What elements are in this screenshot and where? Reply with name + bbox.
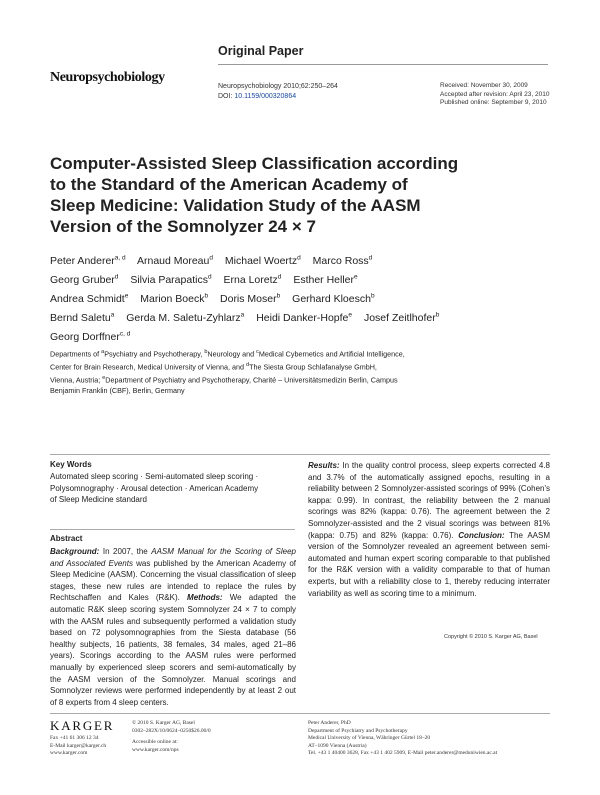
author: Gerda M. Saletu-Zyhlarz$^a$ [126,311,245,324]
conclusion-text: The AASM version of the Somnolyzer revealed an agreement between semi-automated and human expert scoring comparable to that published for the R&K version with a validity comparable to that of human experts, but with a reliability close to 1, thereby reducing interrater variability as well as scoring time to a minimum. [308,530,550,598]
abstract-heading: Abstract [50,534,83,543]
title-line: Version of the Somnolyzer 24 × 7 [50,217,316,236]
citation: Neuropsychobiology 2010;62:250–264 [218,83,338,90]
author: Josef Zeitlhofer$^b$ [363,311,440,324]
publisher-website[interactable]: www.karger.com [50,750,88,756]
title-line: to the Standard of the American Academy of [50,175,408,194]
author-row [50,307,550,326]
author: Georg Gruber$^d$ [50,273,119,286]
author: Arnaud Moreau$^d$ [136,254,213,267]
publication-info: © 2010 S. Karger AG, Basel 0302–282X/10/0624–0250$26.00/0 Accessible online at: www.karger.com/nps [132,720,211,753]
affiliations: Departments of $^a$Psychiatry and Psychotherapy, $^b$Neurology and $^c$Medical Cybernetics and Artificial Intelligence, Center for Brain Research, Medical University of Vienna, and $^d$The Siesta Group Schlafanalyse GmbH, Vienna, Austria; $^e$Department of Psychiatry and Psychotherapy, Charité – Universitätsmedizin Berlin, Campus Benjamin Franklin (CBF), Berlin, Germany [50,349,405,395]
author: Bernd Saletu$^a$ [50,311,115,324]
conclusion-label: Conclusion: [458,530,505,540]
author: Michael Woertz$^d$ [224,254,301,267]
publisher-logo: KARGER [50,718,115,733]
title-line: Computer-Assisted Sleep Classification according [50,154,459,173]
author-row [50,326,550,345]
copyright: Copyright © 2010 S. Karger AG, Basel [444,634,538,640]
author-row [50,288,550,307]
methods-text: We adapted the automatic R&K sleep scoring system Somnolyzer 24 × 7 to comply with the AASM rules and subsequently performed a validation study based on 72 polysomnographies from the Siesta database (56 healthy subjects, 16 patients, 38 females, 34 males, aged 21–86 years). Scorings according to the AASM rules were performed manually by experienced sleep scorers and semi-automatically by the AASM version of the Somnolyzer. Manual scorings and Somnolyzer reviews were performed independently by at least 2 out of 8 experts from 4 sleep centers. [50,593,297,707]
author: Marion Boeck$^b$ [140,292,209,305]
doi-link[interactable]: 10.1159/000320864 [234,92,297,100]
author: Heidi Danker-Hopfe$^e$ [256,311,353,324]
author-row [50,250,550,269]
header-divider [218,64,548,65]
publisher-contact: Fax +41 61 306 12 34 E-Mail karger@karger.ch www.karger.com [50,735,107,756]
author: Silvia Parapatics$^d$ [130,273,212,286]
footer-divider [50,713,550,714]
journal-name: Neuropsychobiology [50,70,165,85]
methods-label: Methods: [187,593,223,603]
author: Gerhard Kloesch$^b$ [292,292,375,305]
author-row [50,269,550,288]
title-line: Sleep Medicine: Validation Study of the AASM [50,196,421,215]
keywords-text: Automated sleep scoring · Semi-automated sleep scoring · Polysomnography · Arousal detection · American Academy of Sleep Medicine standard [50,472,259,504]
accepted-date: Accepted after revision: April 23, 2010 [440,90,550,98]
doi-prefix: DOI: [218,92,235,100]
section-divider [50,454,550,455]
article-title [50,153,520,237]
author-list [50,250,550,345]
dates-block [440,82,549,108]
results-text: In the quality control process, sleep experts corrected 4.8 and 3.7% of the automatically assigned epochs, resulting in a reliability between 2 Somnolyzer-assisted scorings of 99% (Cohen's kappa: 0.99). In contrast, the reliability between the 2 manual scorings was 82% (kappa: 0.76). The agreement between the 2 Somnolyzer-assisted and the 2 visual scorings was between 81% (kappa: 0.75) and 82% (kappa: 0.76). [308,461,550,540]
correspondence: Peter Anderer, PhD Department of Psychiatry and Psychotherapy Medical University of Vienna, Währinger Gürtel 18–20 AT–1090 Vienna (Austria) Tel. +43 1 40400 3628, Fax +43 1 402 5909, E-Mail peter.anderer@meduniwien.ac.at [308,720,498,756]
author: Erna Loretz$^d$ [223,273,282,286]
author: Esther Heller$^e$ [293,273,358,286]
citation-block [218,82,338,101]
paper-type: Original Paper [218,44,304,58]
author: Peter Anderer$^{a, d}$ [50,254,126,267]
received-date: Received: November 30, 2009 [440,82,528,89]
results-label: Results: [308,461,340,470]
abstract-column-left: Background: In 2007, the AASM Manual for the Scoring of Sleep and Associated Events was published by the American Academy of Sleep Medicine (AASM). Concerning the visual classification of sleep stages, these new rules are intended to replace the rules by Rechtschaffen and Kales (R&K). Methods: We adapted the automatic R&K sleep scoring system Somnolyzer 24 × 7 to comply with the AASM rules and subsequently performed a validation study based on 72 polysomnographies from the Siesta database (56 healthy subjects, 16 patients, 38 females, 34 males, aged 21–86 years). Scorings according to the AASM rules were performed manually by experienced sleep scorers and semi-automatically by the AASM version of the Somnolyzer. Manual scorings and Somnolyzer reviews were performed independently by at least 2 out of 8 experts from 4 sleep centers. [50,547,297,707]
author: Georg Dorffner$^{c, d}$ [50,330,131,343]
journal-website[interactable]: www.karger.com/nps [132,746,179,753]
author: Doris Moser$^b$ [220,292,281,305]
publisher-email[interactable]: E-Mail karger@karger.ch [50,742,107,749]
keywords-heading: Key Words [50,460,92,469]
published-date: Published online: September 9, 2010 [440,99,547,106]
abstract-column-right [308,460,550,599]
abstract-divider [50,529,295,530]
background-label: Background: [50,547,100,556]
author: Andrea Schmidt$^e$ [50,292,129,305]
author: Marco Ross$^d$ [312,254,373,267]
